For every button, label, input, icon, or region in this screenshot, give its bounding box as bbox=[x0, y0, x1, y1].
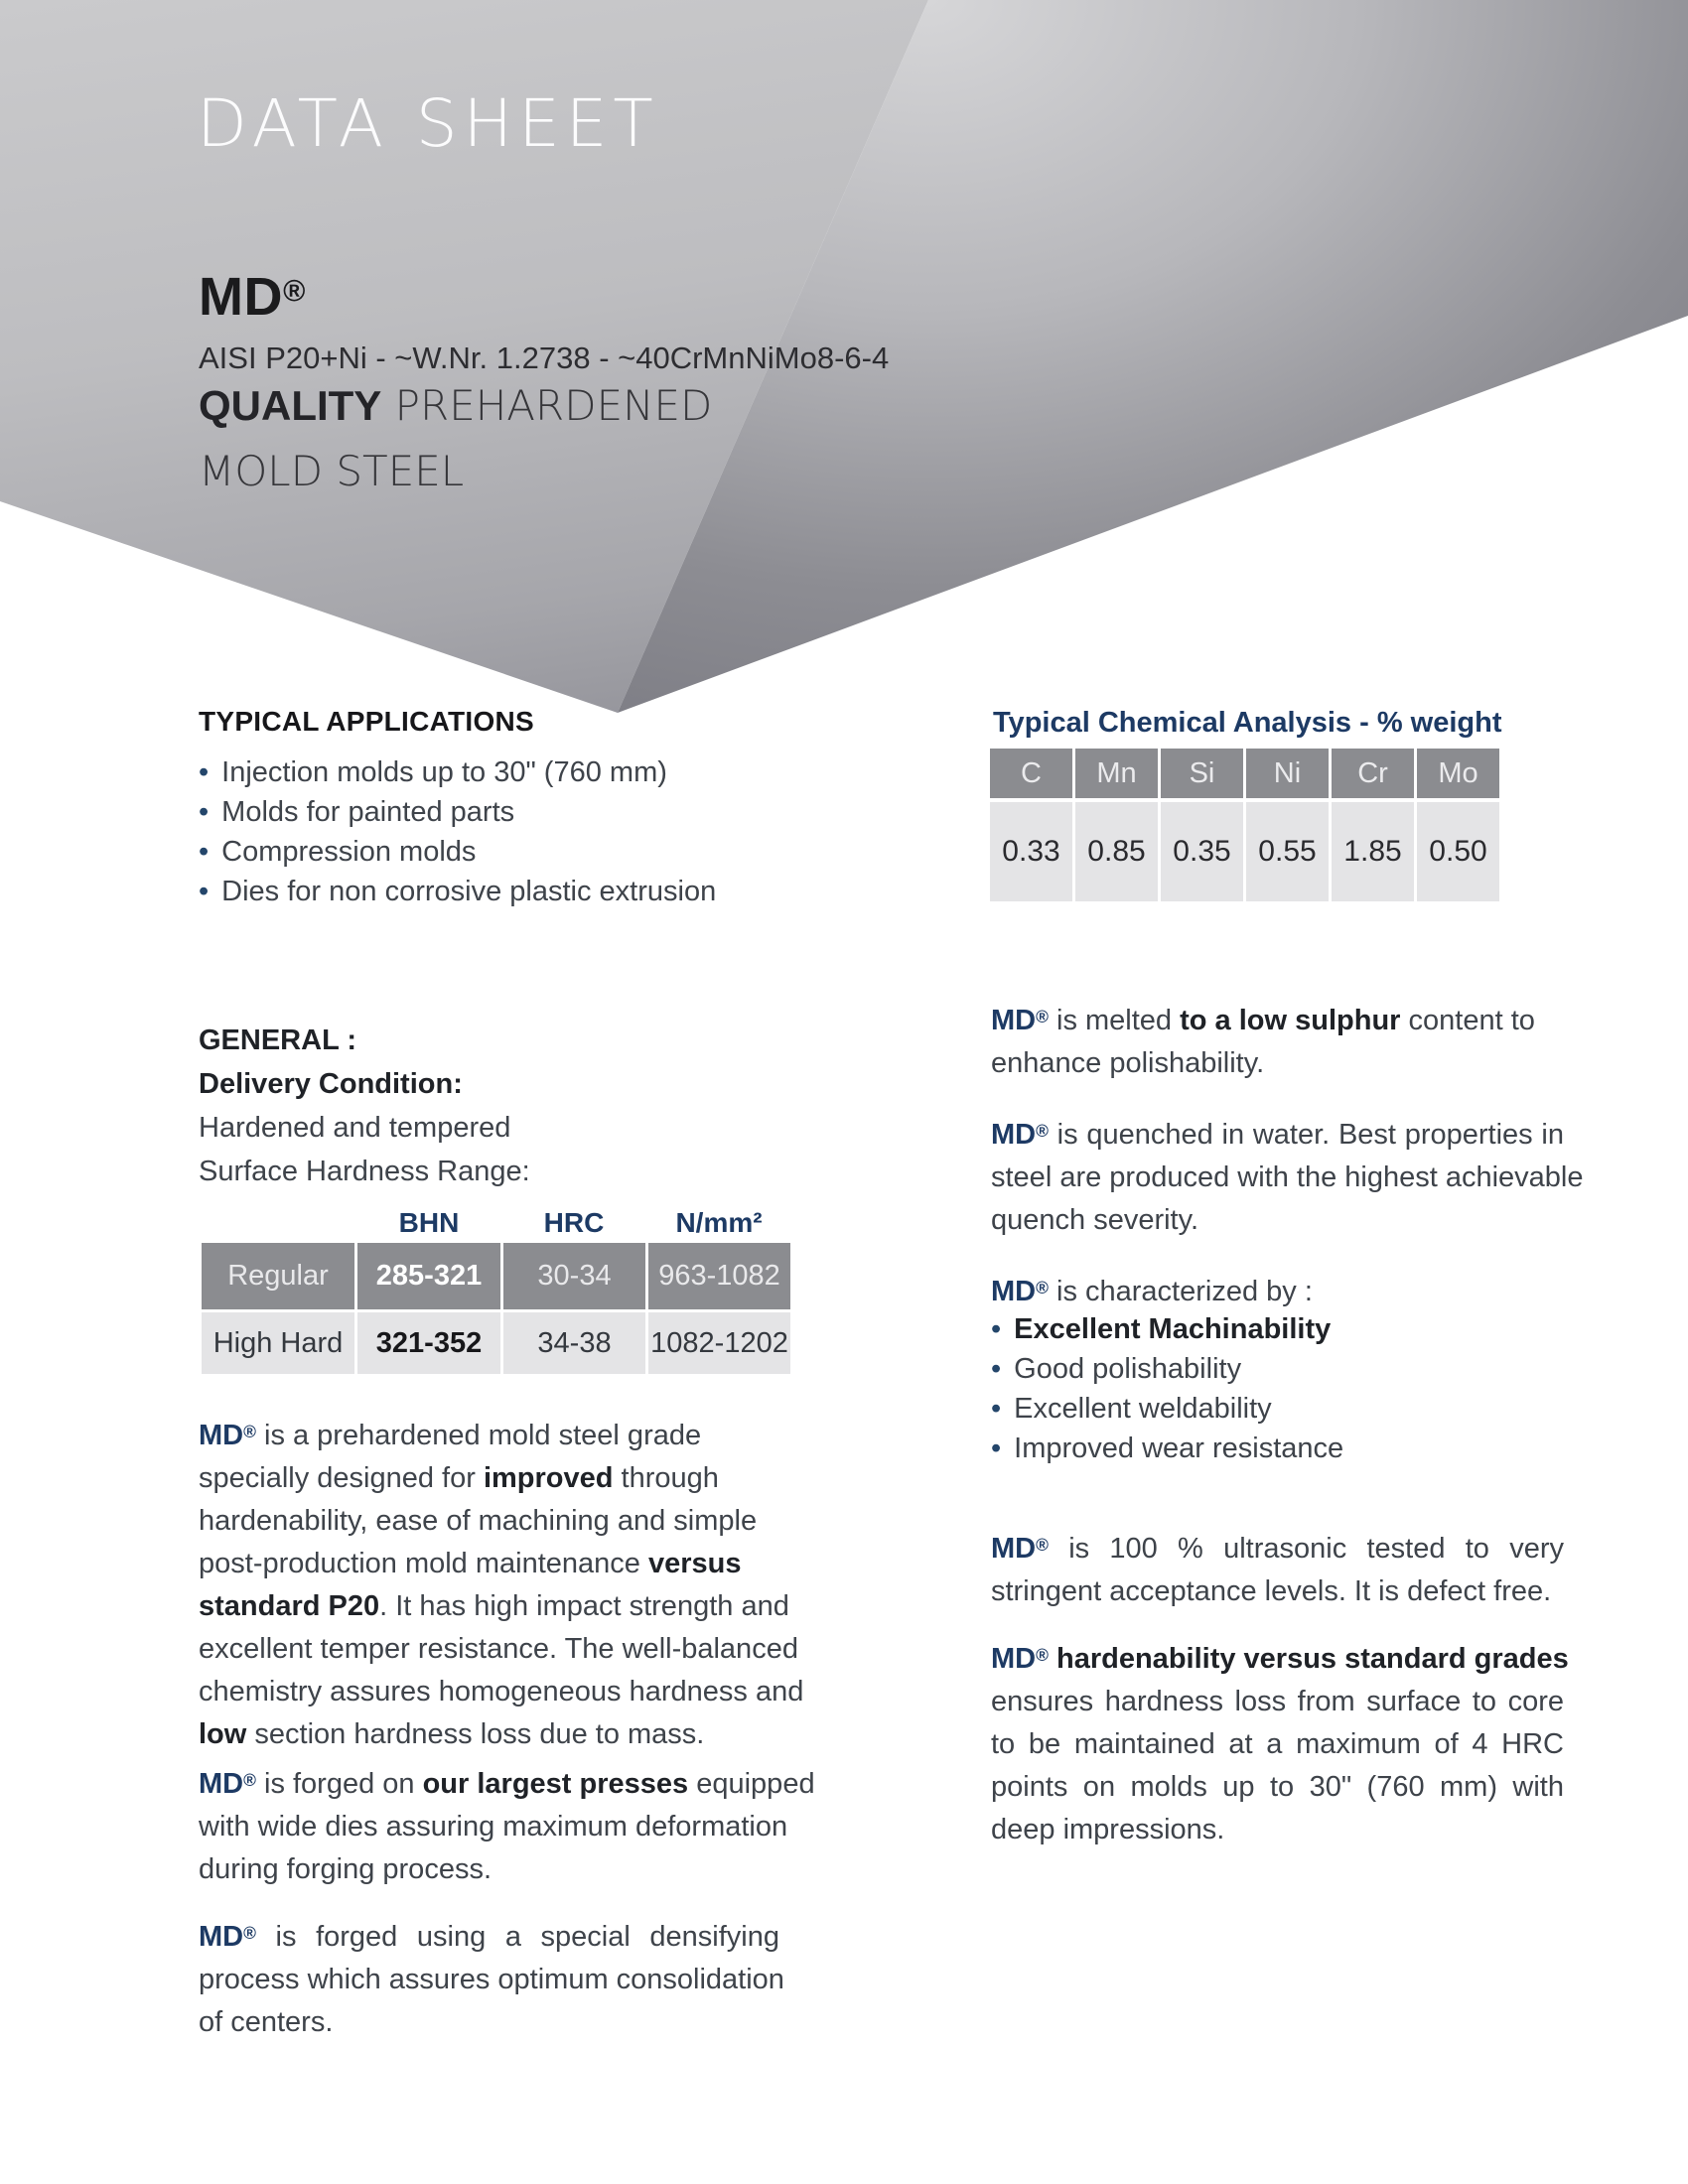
table-cell: High Hard bbox=[202, 1312, 354, 1374]
table-cell: 34-38 bbox=[503, 1312, 645, 1374]
product-quality-line bbox=[199, 381, 712, 430]
product-name-text: MD bbox=[199, 267, 284, 327]
registered-mark: ® bbox=[243, 1923, 256, 1943]
registered-mark: ® bbox=[1036, 1121, 1049, 1141]
characterized-heading bbox=[991, 1267, 1564, 1313]
text-line bbox=[991, 1766, 1564, 1809]
text-line bbox=[991, 1723, 1564, 1766]
list-item-label: Excellent Machinability bbox=[1014, 1313, 1332, 1345]
table-cell: 0.50 bbox=[1417, 802, 1499, 901]
text-line bbox=[991, 1157, 1584, 1199]
list-item-label: Compression molds bbox=[221, 836, 477, 868]
table-row bbox=[990, 802, 1499, 901]
product-designations: AISI P20+Ni - ~W.Nr. 1.2738 - ~40CrMnNiMo8-6-4 bbox=[199, 341, 890, 375]
text-line bbox=[199, 1713, 779, 1756]
text-run: enhance polishability. bbox=[991, 1046, 1265, 1079]
text-run: Surface Hardness Range: bbox=[199, 1156, 530, 1187]
table-header-row bbox=[990, 749, 1499, 798]
text-line bbox=[991, 1042, 1564, 1085]
text-run: equipped bbox=[688, 1767, 815, 1800]
text-run: improved bbox=[483, 1461, 614, 1494]
text-line bbox=[991, 996, 1564, 1042]
text-line bbox=[991, 1634, 1569, 1681]
text-line bbox=[199, 1848, 779, 1891]
paragraph bbox=[991, 996, 1564, 1085]
text-run: through bbox=[613, 1461, 719, 1494]
registered-mark: ® bbox=[283, 275, 306, 309]
bullet-icon: • bbox=[991, 1433, 1002, 1464]
text-line bbox=[991, 1524, 1564, 1570]
text-run: hardenability versus standard grades bbox=[1056, 1642, 1569, 1675]
text-line bbox=[991, 1570, 1564, 1613]
typical-applications-title: TYPICAL APPLICATIONS bbox=[199, 706, 534, 737]
list-item-label: Molds for painted parts bbox=[221, 796, 515, 828]
product-line2: MOLD STEEL bbox=[199, 447, 465, 495]
table-cell: 0.85 bbox=[1075, 802, 1158, 901]
text-run: points on molds up to 30" (760 mm) with bbox=[991, 1770, 1564, 1803]
table-cell: 285-321 bbox=[357, 1243, 500, 1309]
table-cell: Ni bbox=[1246, 749, 1329, 798]
text-run: is forged on bbox=[255, 1767, 423, 1800]
text-line bbox=[991, 1681, 1564, 1723]
text-line bbox=[991, 1809, 1564, 1851]
text-run: is characterized by : bbox=[1048, 1275, 1313, 1307]
text-run: deep impressions. bbox=[991, 1813, 1225, 1845]
bullet-icon: • bbox=[991, 1393, 1002, 1425]
text-line bbox=[199, 1457, 779, 1500]
table-cell: 0.35 bbox=[1161, 802, 1243, 901]
text-run: is 100 % ultrasonic tested to very bbox=[1048, 1532, 1564, 1565]
text-run: content to bbox=[1400, 1004, 1535, 1036]
column-header: N/mm² bbox=[675, 1207, 763, 1238]
registered-mark: ® bbox=[243, 1422, 256, 1441]
text-run: excellent temper resistance. The well-balanced bbox=[199, 1632, 798, 1665]
table-cell: 321-352 bbox=[357, 1312, 500, 1374]
text-run: GENERAL : bbox=[199, 1024, 356, 1056]
table-cell: 0.55 bbox=[1246, 802, 1329, 901]
general-section bbox=[199, 1019, 779, 1193]
registered-mark: ® bbox=[1036, 1007, 1049, 1026]
text-line bbox=[199, 1628, 798, 1671]
bullet-icon: • bbox=[199, 756, 210, 788]
text-line bbox=[199, 1912, 779, 1959]
list-item bbox=[199, 832, 794, 872]
text-run: specially designed for bbox=[199, 1461, 484, 1494]
product-name-inline: MD bbox=[199, 1767, 244, 1800]
page-title: DATA SHEET bbox=[197, 85, 659, 162]
text-line bbox=[199, 1806, 788, 1848]
text-run: to a low sulphur bbox=[1180, 1004, 1401, 1036]
text-line bbox=[199, 1759, 815, 1806]
registered-mark: ® bbox=[243, 1770, 256, 1790]
chemical-analysis-title: Typical Chemical Analysis - % weight bbox=[993, 707, 1502, 739]
text-line bbox=[199, 2001, 779, 2044]
table-cell: Regular bbox=[202, 1243, 354, 1309]
text-run: versus bbox=[647, 1547, 742, 1579]
paragraph bbox=[199, 1759, 815, 1891]
hardness-table-headers bbox=[202, 1207, 791, 1243]
text-run: is forged using a special densifying bbox=[255, 1920, 779, 1953]
text-run: with wide dies assuring maximum deformation bbox=[199, 1810, 788, 1843]
text-run: post-production mold maintenance bbox=[199, 1547, 648, 1579]
list-item bbox=[199, 872, 794, 911]
table-cell: 30-34 bbox=[503, 1243, 645, 1309]
list-item bbox=[991, 1309, 1587, 1349]
text-run: Delivery Condition: bbox=[199, 1068, 463, 1100]
text-run: of centers. bbox=[199, 2005, 334, 2038]
column-header: HRC bbox=[543, 1207, 605, 1238]
table-cell: Si bbox=[1161, 749, 1243, 798]
text-line bbox=[991, 1110, 1564, 1157]
bullet-icon: • bbox=[199, 876, 210, 907]
registered-mark: ® bbox=[1036, 1645, 1049, 1665]
text-run: ensures hardness loss from surface to core bbox=[991, 1685, 1564, 1717]
product-name-inline: MD bbox=[991, 1275, 1037, 1307]
list-item-label: Improved wear resistance bbox=[1014, 1433, 1344, 1464]
text-line bbox=[199, 1585, 789, 1628]
text-run: chemistry assures homogeneous hardness and bbox=[199, 1675, 804, 1707]
registered-mark: ® bbox=[1036, 1278, 1049, 1297]
text-run: stringent acceptance levels. It is defect free. bbox=[991, 1574, 1552, 1607]
list-item-label: Excellent weldability bbox=[1014, 1393, 1272, 1425]
text-run: standard P20 bbox=[199, 1589, 380, 1622]
text-run: hardenability, ease of machining and simple bbox=[199, 1504, 758, 1537]
product-name-inline: MD bbox=[991, 1642, 1037, 1675]
text-run: . It has high impact strength and bbox=[379, 1589, 789, 1622]
table-cell: 1082-1202 bbox=[648, 1312, 790, 1374]
registered-mark: ® bbox=[1036, 1535, 1049, 1555]
chemical-analysis-table bbox=[990, 749, 1499, 901]
hardness-table bbox=[202, 1207, 791, 1374]
bullet-icon: • bbox=[199, 796, 210, 828]
text-run: low bbox=[199, 1717, 247, 1750]
table-cell: Cr bbox=[1332, 749, 1414, 798]
table-row bbox=[202, 1243, 791, 1309]
characteristics-list bbox=[991, 1309, 1587, 1468]
prehardened-word: PREHARDENED bbox=[381, 381, 713, 430]
paragraph bbox=[991, 1524, 1564, 1613]
text-run: section hardness loss due to mass. bbox=[246, 1717, 705, 1750]
text-line bbox=[199, 1106, 779, 1150]
table-cell: 963-1082 bbox=[648, 1243, 790, 1309]
bullet-icon: • bbox=[991, 1353, 1002, 1385]
paragraph bbox=[991, 1634, 1569, 1851]
text-line bbox=[199, 1500, 779, 1543]
list-item bbox=[199, 752, 794, 792]
text-run: during forging process. bbox=[199, 1852, 492, 1885]
table-cell: Mn bbox=[1075, 749, 1158, 798]
text-line bbox=[199, 1671, 804, 1713]
quality-word: QUALITY bbox=[199, 382, 382, 429]
text-run: is quenched in water. Best properties in bbox=[1048, 1118, 1564, 1151]
text-run: is a prehardened mold steel grade bbox=[255, 1419, 702, 1451]
text-run: process which assures optimum consolidation bbox=[199, 1963, 784, 1995]
paragraph bbox=[199, 1411, 804, 1756]
list-item bbox=[991, 1389, 1587, 1429]
applications-list bbox=[199, 752, 794, 911]
product-name-inline: MD bbox=[991, 1004, 1037, 1036]
column-header: BHN bbox=[398, 1207, 460, 1238]
text-run: to be maintained at a maximum of 4 HRC bbox=[991, 1727, 1564, 1760]
text-line bbox=[991, 1199, 1564, 1242]
table-cell: C bbox=[990, 749, 1072, 798]
text-line bbox=[199, 1959, 784, 2001]
text-line bbox=[199, 1150, 779, 1193]
product-name bbox=[199, 266, 306, 328]
table-cell: 1.85 bbox=[1332, 802, 1414, 901]
text-line bbox=[199, 1411, 779, 1457]
text-line bbox=[199, 1062, 779, 1106]
text-run: steel are produced with the highest achievable bbox=[991, 1160, 1584, 1193]
product-name-inline: MD bbox=[199, 1419, 244, 1451]
text-run: Hardened and tempered bbox=[199, 1112, 511, 1144]
table-cell: Mo bbox=[1417, 749, 1499, 798]
text-line bbox=[991, 1267, 1564, 1313]
product-name-inline: MD bbox=[991, 1532, 1037, 1565]
table-cell: 0.33 bbox=[990, 802, 1072, 901]
list-item bbox=[991, 1429, 1587, 1468]
list-item bbox=[199, 792, 794, 832]
text-line bbox=[199, 1019, 779, 1062]
text-line bbox=[199, 1543, 779, 1585]
bullet-icon: • bbox=[991, 1313, 1002, 1345]
bullet-icon: • bbox=[199, 836, 210, 868]
list-item-label: Good polishability bbox=[1014, 1353, 1242, 1385]
list-item bbox=[991, 1349, 1587, 1389]
list-item-label: Injection molds up to 30" (760 mm) bbox=[221, 756, 667, 788]
paragraph bbox=[199, 1912, 784, 2044]
text-run bbox=[1049, 1643, 1056, 1675]
paragraph bbox=[991, 1110, 1584, 1242]
table-row bbox=[202, 1312, 791, 1374]
product-name-inline: MD bbox=[991, 1118, 1037, 1151]
list-item-label: Dies for non corrosive plastic extrusion bbox=[221, 876, 717, 907]
text-run: is melted bbox=[1048, 1004, 1181, 1036]
product-name-inline: MD bbox=[199, 1920, 244, 1953]
text-run: quench severity. bbox=[991, 1203, 1199, 1236]
text-run: our largest presses bbox=[422, 1767, 689, 1800]
